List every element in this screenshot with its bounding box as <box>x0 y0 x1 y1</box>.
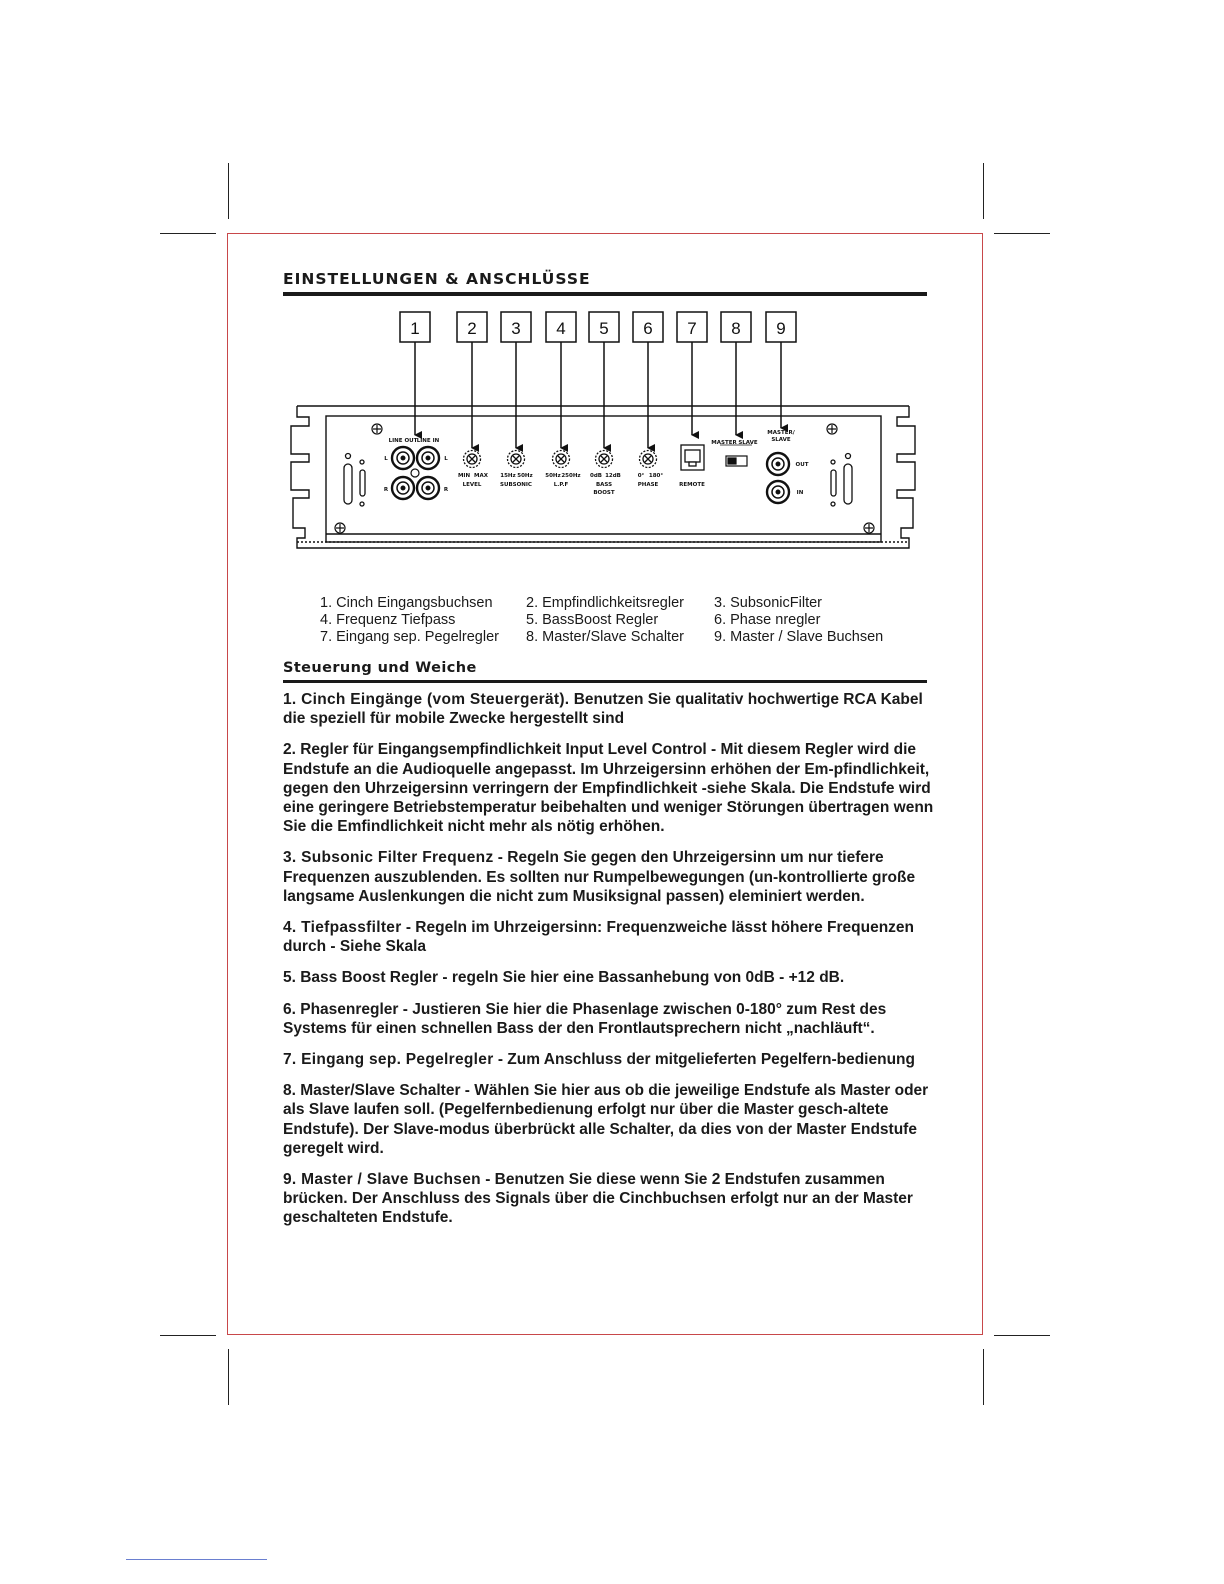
label-phase: PHASE <box>637 482 659 488</box>
label-out: OUT <box>795 462 809 468</box>
label-sub-hi: 50Hz <box>517 473 533 479</box>
legend-list <box>320 595 938 646</box>
label-line-out: LINE OUT <box>388 438 418 444</box>
label-phase-hi: 180° <box>648 473 664 479</box>
paragraph-3 <box>283 848 938 906</box>
callout-1 <box>400 312 430 342</box>
legend-item: 7. Eingang sep. Pegelregler <box>320 629 499 645</box>
master-slave-jacks-icon <box>767 453 789 503</box>
label-l: L <box>384 456 388 462</box>
crop-mark <box>160 1335 216 1336</box>
label-boost: BOOST <box>593 490 615 496</box>
label-bass-lo: 0dB <box>590 473 602 479</box>
callout-4 <box>546 312 576 342</box>
label-master: MASTER <box>711 440 737 446</box>
page-content <box>283 270 938 1228</box>
paragraph-body: - Mit diesem Regler wird die Endstufe an die Audioquelle angepasst. Im Uhrzeigersinn erhöhen der Em-pfindlichkeit, gegen den Uhrzeigersinn verringern der Empfindlichkeit -siehe Skala. Die Endstufe wird eine geringere Betriebstemperatur beibehalten und weniger Störungen übertragen wenn Sie die Emfindlichkeit nicht mehr als nötig erhöhen. <box>283 741 934 836</box>
paragraph-body: - Wählen Sie hier aus ob die jeweilige Endstufe als Master oder als Slave laufen soll. (Pegelfernbedienung erfolgt nur über die Master gesch-altete Endstufe). Der Slave-modus überbrückt alle Schalter, da dies von der Master Endstufe geregelt wird. <box>283 1082 929 1157</box>
label-level-min: MIN <box>457 473 471 479</box>
label-level: LEVEL <box>462 482 482 488</box>
svg-text:4: 4 <box>556 319 566 338</box>
paragraph-1 <box>283 690 938 728</box>
paragraph-heading: 2. Regler für Eingangsempfindlichkeit Input Level Control <box>283 741 707 759</box>
callout-2 <box>457 312 487 342</box>
paragraph-9 <box>283 1170 938 1228</box>
label-master-slash: MASTER/ <box>767 430 795 436</box>
paragraph-5 <box>283 968 938 987</box>
paragraph-7 <box>283 1050 938 1069</box>
callout-6 <box>633 312 663 342</box>
label-in: IN <box>796 490 804 496</box>
crop-mark <box>228 1349 229 1405</box>
legend-item: 3. SubsonicFilter <box>714 595 822 611</box>
label-bass: BASS <box>595 482 613 488</box>
page-title: EINSTELLUNGEN & ANSCHLÜSSE <box>283 270 927 296</box>
knob-icon <box>464 451 657 468</box>
paragraph-heading: 9. Master / Slave Buchsen <box>283 1171 481 1189</box>
label-r: R <box>443 487 449 493</box>
legend-item: 4. Frequenz Tiefpass <box>320 612 456 628</box>
callout-5 <box>589 312 619 342</box>
svg-text:6: 6 <box>643 319 653 338</box>
paragraph-body: Benutzen Sie qualitativ hochwertige RCA Kabel die speziell für mobile Zwecke hergestellt sind <box>283 691 923 728</box>
callout-9 <box>766 312 796 342</box>
svg-text:3: 3 <box>511 319 521 338</box>
legend-item: 1. Cinch Eingangsbuchsen <box>320 595 493 611</box>
label-lpf: L.P.F <box>553 482 569 488</box>
label-slave-jacks: SLAVE <box>771 437 791 443</box>
callout-7 <box>677 312 707 342</box>
label-sub-lo: 15Hz <box>500 473 516 479</box>
paragraph-heading: 8. Master/Slave Schalter <box>283 1082 461 1100</box>
paragraph-heading: 7. Eingang sep. Pegelregler <box>283 1051 494 1069</box>
label-bass-hi: 12dB <box>605 473 621 479</box>
legend-item: 9. Master / Slave Buchsen <box>714 629 884 645</box>
legend-item: 8. Master/Slave Schalter <box>526 629 684 645</box>
paragraph-heading: 6. Phasenregler <box>283 1000 399 1018</box>
crop-mark <box>994 1335 1050 1336</box>
label-lpf-lo: 50Hz <box>545 473 561 479</box>
paragraph-heading: 1. Cinch Eingänge (vom Steuergerät). <box>283 691 570 708</box>
svg-text:5: 5 <box>599 319 609 338</box>
label-l: L <box>444 456 448 462</box>
legend-item: 2. Empfindlichkeitsregler <box>526 595 684 611</box>
svg-text:2: 2 <box>467 319 477 338</box>
label-level-max: MAX <box>474 473 488 479</box>
label-r: R <box>383 487 389 493</box>
crop-mark <box>228 163 229 219</box>
paragraph-heading: 3. Subsonic Filter Frequenz <box>283 849 494 867</box>
paragraph-body: - Regeln im Uhrzeigersinn: Frequenzweiche lässt höhere Frequenzen durch - Siehe Skala <box>283 919 914 956</box>
paragraph-body: - Zum Anschluss der mitgelieferten Pegelfern-bedienung <box>493 1051 915 1069</box>
section-subtitle: Steuerung und Weiche <box>283 660 927 683</box>
svg-text:1: 1 <box>410 319 420 338</box>
crop-mark <box>994 233 1050 234</box>
label-phase-lo: 0° <box>637 473 645 479</box>
remote-jack-icon <box>681 445 704 470</box>
svg-text:8: 8 <box>731 319 741 338</box>
crop-mark <box>983 1349 984 1405</box>
paragraph-body: - Benutzen Sie diese wenn Sie 2 Endstufen zusammen brücken. Der Anschluss des Signals über die Cinchbuchsen erfolgt nur an der Master geschalteten Endstufe. <box>283 1171 913 1227</box>
svg-text:7: 7 <box>687 319 697 338</box>
label-remote: REMOTE <box>679 482 705 488</box>
rca-jacks-icon <box>392 447 439 499</box>
callout-3 <box>501 312 531 342</box>
paragraph-body: - regeln Sie hier eine Bassanhebung von 0dB - +12 dB. <box>438 969 845 987</box>
footer-rule <box>126 1559 267 1560</box>
crop-mark <box>160 233 216 234</box>
callout-8 <box>721 312 751 342</box>
paragraph-2 <box>283 740 938 836</box>
paragraph-body: - Regeln Sie gegen den Uhrzeigersinn um nur tiefere Frequenzen auszublenden. Es sollten nur Rumpelbewegungen (un-kontrollierte große langsame Auslenkungen die nicht zum Musiksignal passen) eleminiert werden. <box>283 849 916 905</box>
label-lpf-hi: 250Hz <box>561 473 581 479</box>
paragraph-4 <box>283 918 938 956</box>
paragraph-heading: 5. Bass Boost Regler <box>283 969 439 987</box>
paragraph-8 <box>283 1081 938 1158</box>
paragraph-6 <box>283 1000 938 1038</box>
label-slave: SLAVE <box>738 440 758 446</box>
legend-item: 6. Phase nregler <box>714 612 821 628</box>
crop-mark <box>983 163 984 219</box>
label-subsonic: SUBSONIC <box>500 482 532 488</box>
svg-text:9: 9 <box>776 319 786 338</box>
amplifier-chassis <box>291 406 915 548</box>
label-line-in: LINE IN <box>416 438 440 444</box>
master-slave-switch-icon <box>720 445 752 466</box>
paragraph-heading: 4. Tiefpassfilter <box>283 919 402 937</box>
legend-item: 5. BassBoost Regler <box>526 612 659 628</box>
amplifier-panel-diagram <box>283 302 923 587</box>
paragraph-body: - Justieren Sie hier die Phasenlage zwischen 0-180° zum Rest des Systems für einen schnellen Bass der den Frontlautsprechern nicht „nachläuft“. <box>283 1000 887 1037</box>
